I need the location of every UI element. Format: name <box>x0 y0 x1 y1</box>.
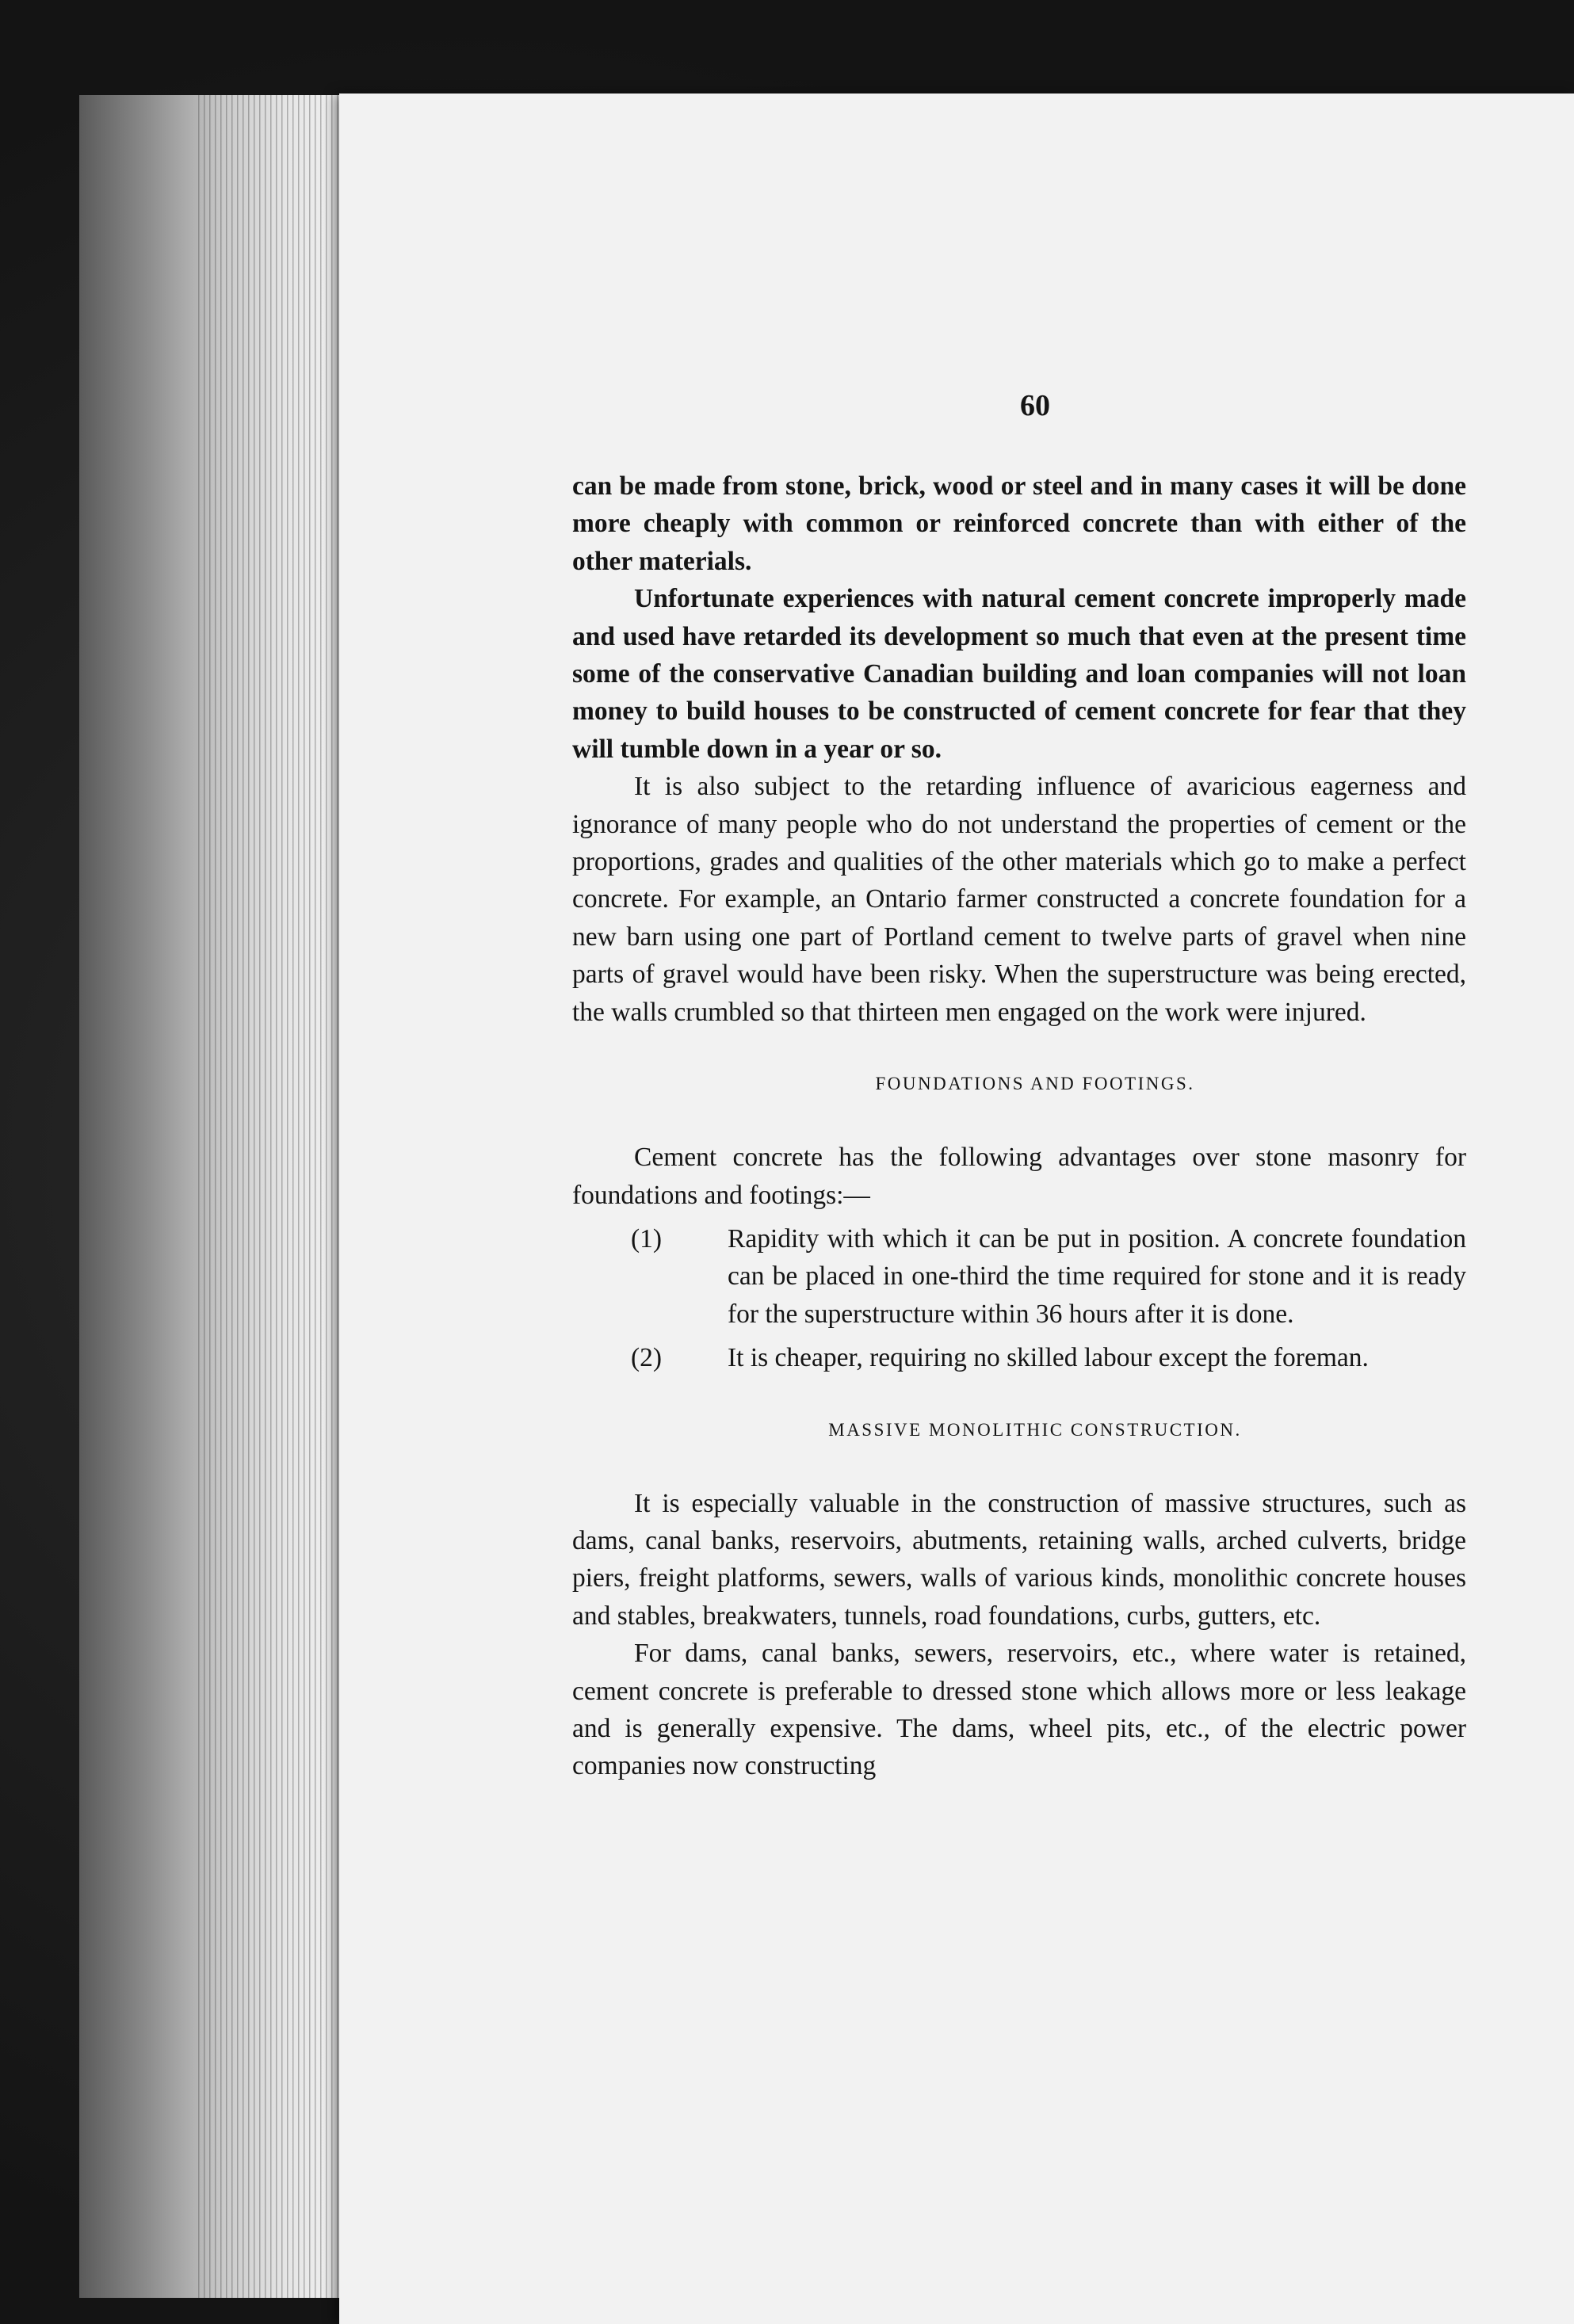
paragraph-unfortunate-experiences: Unfortunate experiences with natural cement concrete improperly made and used have retarded its development so much that even at the present time some of the conservative Canadian building and loan companies will not loan money to build houses to be constructed of cement concrete for fear that they will tumble down in a year or so. <box>572 584 1466 764</box>
list-item-number: (1) <box>631 1223 663 1254</box>
section-heading-massive-construction: MASSIVE MONOLITHIC CONSTRUCTION. <box>828 1419 1242 1440</box>
advantages-list <box>572 1220 1466 1377</box>
paragraph-continuation: can be made from stone, brick, wood or steel and in many cases it will be done more cheaply with common or reinforced concrete than with either of the other materials. <box>572 471 1466 576</box>
paragraph-foundations-intro: Cement concrete has the following advantages over stone masonry for foundations and footings:— <box>572 1143 1466 1210</box>
list-item <box>572 1220 1466 1333</box>
page-text-column <box>572 388 1466 1785</box>
page-number: 60 <box>1020 389 1050 422</box>
list-item-text: It is cheaper, requiring no skilled labour except the foreman. <box>728 1343 1369 1373</box>
list-item <box>572 1339 1466 1376</box>
section-heading-foundations: FOUNDATIONS AND FOOTINGS. <box>875 1074 1195 1094</box>
paragraph-massive-structures: It is especially valuable in the construction of massive structures, such as dams, canal banks, reservoirs, abutments, retaining walls, arched culverts, bridge piers, freight platforms, sewers, walls of various kinds, monolithic concrete houses and stables, breakwaters, tunnels, road foundations, curbs, gutters, etc. <box>572 1488 1466 1631</box>
paragraph-retarding-influence: It is also subject to the retarding influence of avaricious eagerness and ignorance of many people who do not understand the properties of cement or the proportions, grades and qualities of the other materials which go to make a perfect concrete. For example, an Ontario farmer constructed a concrete foundation for a new barn using one part of Portland cement to twelve parts of gravel when nine parts of gravel would have been risky. When the superstructure was being erected, the walls crumbled so that thirteen men engaged on the work were injured. <box>572 772 1466 1027</box>
paragraph-dams-canal-banks: For dams, canal banks, sewers, reservoirs, etc., where water is retained, cement concrete is preferable to dressed stone which allows more or less leakage and is generally expensive. The dams, wheel pits, etc., of the electric power companies now constructing <box>572 1639 1466 1781</box>
list-item-number: (2) <box>631 1343 663 1373</box>
list-item-text: Rapidity with which it can be put in position. A concrete foundation can be placed in one-third the time required for stone and it is ready for the superstructure within 36 hours after it is done. <box>728 1223 1466 1329</box>
book-page-edge-lines <box>198 95 341 2298</box>
